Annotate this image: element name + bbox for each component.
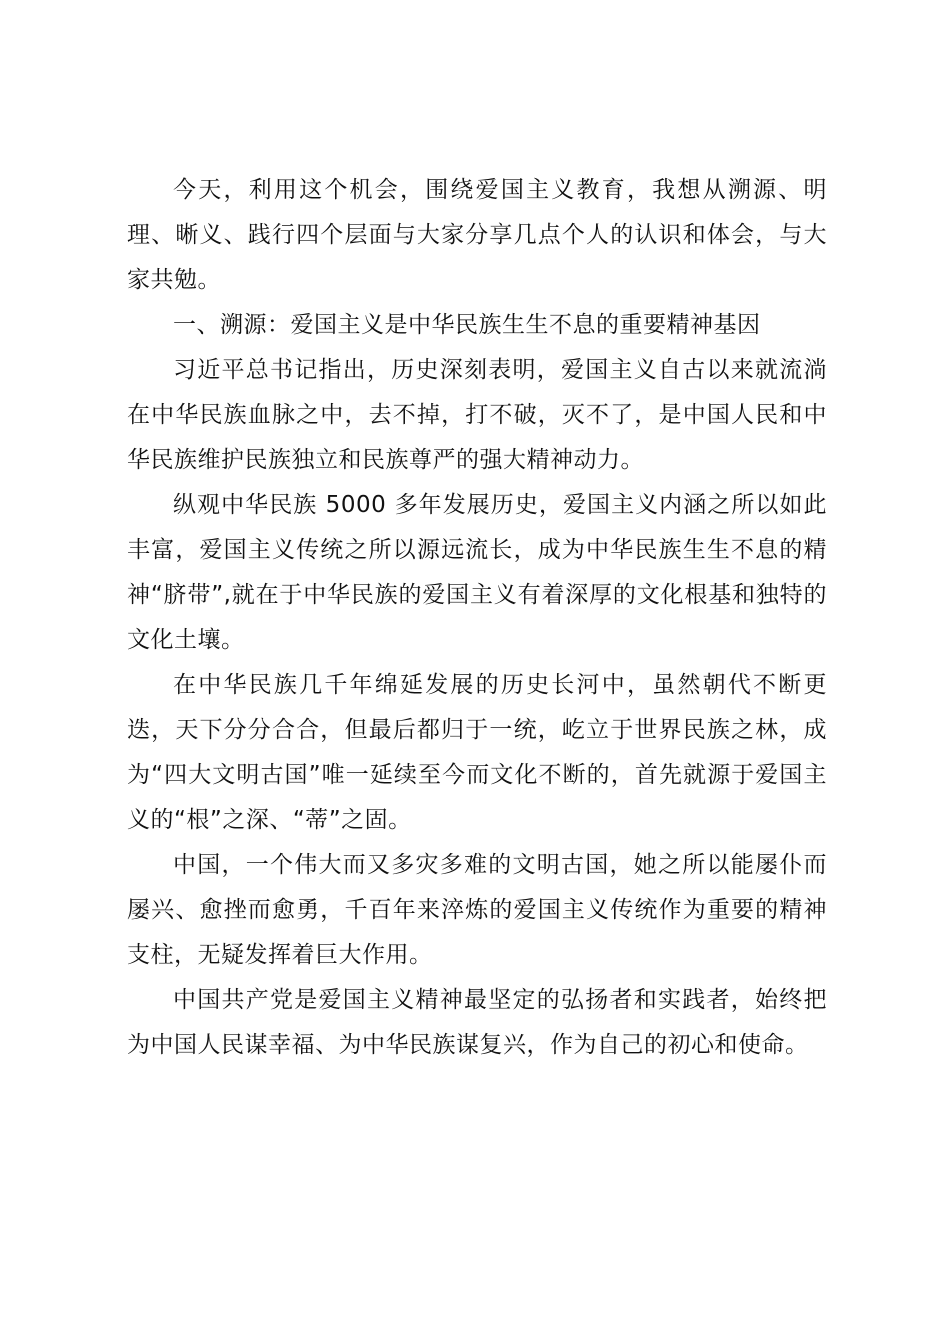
section-heading: 一、溯源：爱国主义是中华民族生生不息的重要精神基因: [173, 312, 761, 338]
paragraph-party: 中国共产党是爱国主义精神最坚定的弘扬者和实践者，始终把为中国人民谋幸福、为中华民族谋复兴，作为自己的初心和使命。: [127, 987, 827, 1058]
paragraph-history: 纵观中华民族 5000 多年发展历史，爱国主义内涵之所以如此丰富，爱国主义传统之所以源远流长，成为中华民族生生不息的精神“脐带”,就在于中华民族的爱国主义有着深厚的文化根基和独特的文化土壤。: [127, 492, 827, 653]
paragraph-continuity: 在中华民族几千年绵延发展的历史长河中，虽然朝代不断更迭，天下分分合合，但最后都归于一统，屹立于世界民族之林，成为“四大文明古国”唯一延续至今而文化不断的，首先就源于爱国主义的“根”之深、“蒂”之固。: [127, 672, 827, 833]
paragraph-resilience: 中国，一个伟大而又多灾多难的文明古国，她之所以能屡仆而屡兴、愈挫而愈勇，千百年来淬炼的爱国主义传统作为重要的精神支柱，无疑发挥着巨大作用。: [127, 852, 827, 968]
paragraph-intro: 今天，利用这个机会，围绕爱国主义教育，我想从溯源、明理、晰义、践行四个层面与大家分享几点个人的认识和体会，与大家共勉。: [127, 177, 827, 293]
paragraph-quote: 习近平总书记指出，历史深刻表明，爱国主义自古以来就流淌在中华民族血脉之中，去不掉，打不破，灭不了，是中国人民和中华民族维护民族独立和民族尊严的强大精神动力。: [127, 357, 827, 473]
document-body: [127, 168, 827, 1068]
